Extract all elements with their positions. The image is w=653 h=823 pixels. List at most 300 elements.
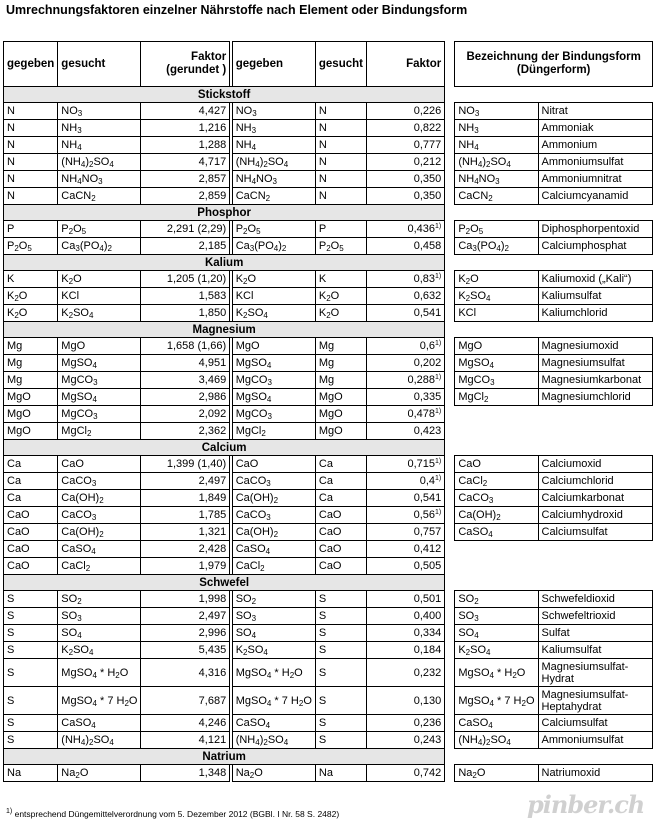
column-gap xyxy=(445,238,455,255)
cell-gesucht: CaCN$_2$ xyxy=(58,188,141,205)
cell-gesucht-reverse: N xyxy=(315,137,366,154)
cell-faktor: 1,288 xyxy=(141,137,230,154)
cell-gegeben: $K_2O$ xyxy=(4,305,58,322)
table-header-row xyxy=(4,42,653,87)
cell-bindungsform: $Ca(OH)_2$ xyxy=(455,507,538,524)
column-gap xyxy=(445,440,455,456)
cell-faktor-reverse: 0,400 xyxy=(366,608,444,625)
table-row xyxy=(4,732,653,749)
table-row xyxy=(4,541,653,558)
cell-bindungsform: $SO_2$ xyxy=(455,591,538,608)
cell-gesucht: $(NH_4)_2SO_4$ xyxy=(58,154,141,171)
section-blank xyxy=(455,749,653,765)
cell-gegeben: MgO xyxy=(4,406,58,423)
cell-bezeichnung: Calciumkarbonat xyxy=(538,490,653,507)
header-faktor-reverse: Faktor xyxy=(366,42,444,87)
cell-gegeben: N xyxy=(4,120,58,137)
table-row xyxy=(4,642,653,659)
cell-gesucht-reverse: $K_2O$ xyxy=(315,305,366,322)
cell-bezeichnung: Schwefeltrioxid xyxy=(538,608,653,625)
column-gap xyxy=(445,103,455,120)
cell-faktor-reverse: 0,541 xyxy=(366,305,444,322)
cell-faktor: 4,951 xyxy=(141,355,230,372)
cell-gesucht-reverse: S xyxy=(315,591,366,608)
table-row xyxy=(4,765,653,782)
cell-gesucht-reverse: Ca xyxy=(315,490,366,507)
cell-gegeben-reverse: CaCO$_3$ xyxy=(232,507,315,524)
column-gap xyxy=(445,338,455,355)
cell-gegeben: S xyxy=(4,608,58,625)
cell-gesucht: $NH_3$ xyxy=(58,120,141,137)
table-row xyxy=(4,338,653,355)
cell-gegeben-reverse: KCl xyxy=(232,288,315,305)
cell-bindungsform: CaSO$_4$ xyxy=(455,524,538,541)
cell-bindungsform xyxy=(455,406,538,423)
cell-bezeichnung: Kaliumchlorid xyxy=(538,305,653,322)
header-faktor-gerundet: Faktor (gerundet ) xyxy=(141,42,230,87)
table-row xyxy=(4,687,653,715)
table-row xyxy=(4,171,653,188)
cell-bindungsform: MgCO$_3$ xyxy=(455,372,538,389)
cell-bindungsform: $K_2O$ xyxy=(455,271,538,288)
cell-bezeichnung: Calciumhydroxid xyxy=(538,507,653,524)
column-gap xyxy=(445,406,455,423)
header-gegeben-reverse: gegeben xyxy=(232,42,315,87)
section-title: Calcium xyxy=(4,440,445,456)
cell-faktor: 1,583 xyxy=(141,288,230,305)
section-row xyxy=(4,440,653,456)
cell-bezeichnung xyxy=(538,423,653,440)
cell-faktor: 2,185 xyxy=(141,238,230,255)
watermark-logo: pinber.ch xyxy=(527,790,645,819)
cell-faktor-reverse: 0,56$^{1)}$ xyxy=(366,507,444,524)
cell-gesucht: $K_2O$ xyxy=(58,271,141,288)
cell-faktor: 2,497 xyxy=(141,473,230,490)
section-row xyxy=(4,575,653,591)
table-row xyxy=(4,271,653,288)
section-blank xyxy=(455,255,653,271)
cell-gegeben-reverse: CaSO$_4$ xyxy=(232,715,315,732)
cell-faktor-reverse: 0,350 xyxy=(366,171,444,188)
cell-faktor: 1,998 xyxy=(141,591,230,608)
cell-gesucht-reverse: CaO xyxy=(315,541,366,558)
cell-gesucht-reverse: S xyxy=(315,715,366,732)
cell-gegeben: Mg xyxy=(4,372,58,389)
cell-gegeben-reverse: $NH_3$ xyxy=(232,120,315,137)
section-title: Stickstoff xyxy=(4,87,445,103)
cell-faktor-reverse: 0,742 xyxy=(366,765,444,782)
cell-faktor: 1,348 xyxy=(141,765,230,782)
cell-bezeichnung xyxy=(538,541,653,558)
cell-bezeichnung: Kaliumsulfat xyxy=(538,288,653,305)
column-gap xyxy=(445,372,455,389)
section-blank xyxy=(455,205,653,221)
column-gap xyxy=(445,608,455,625)
cell-gesucht: $Na_2O$ xyxy=(58,765,141,782)
cell-bezeichnung: Ammonium xyxy=(538,137,653,154)
cell-gesucht: $K_2SO_4$ xyxy=(58,642,141,659)
cell-gegeben-reverse: $Na_2O$ xyxy=(232,765,315,782)
cell-gegeben: $P_2O_5$ xyxy=(4,238,58,255)
cell-gegeben-reverse: CaCl$_2$ xyxy=(232,558,315,575)
cell-gesucht-reverse: S xyxy=(315,659,366,687)
table-row xyxy=(4,659,653,687)
table-row xyxy=(4,372,653,389)
table-row xyxy=(4,406,653,423)
cell-gesucht: CaSO$_4$ xyxy=(58,541,141,558)
cell-faktor: 1,850 xyxy=(141,305,230,322)
cell-faktor-reverse: 0,777 xyxy=(366,137,444,154)
cell-gesucht: $Ca(OH)_2$ xyxy=(58,490,141,507)
cell-bindungsform: $Na_2O$ xyxy=(455,765,538,782)
cell-gegeben: CaO xyxy=(4,507,58,524)
cell-bindungsform: $(NH_4)_2SO_4$ xyxy=(455,732,538,749)
cell-gegeben-reverse: $NO_3$ xyxy=(232,103,315,120)
table-row xyxy=(4,456,653,473)
cell-bezeichnung: Ammoniak xyxy=(538,120,653,137)
cell-bindungsform: KCl xyxy=(455,305,538,322)
cell-gesucht: MgCO$_3$ xyxy=(58,406,141,423)
cell-bezeichnung: Ammoniumnitrat xyxy=(538,171,653,188)
column-gap xyxy=(445,456,455,473)
conversion-table xyxy=(3,41,653,782)
cell-gesucht-reverse: N xyxy=(315,154,366,171)
cell-gegeben-reverse: MgCO$_3$ xyxy=(232,372,315,389)
column-gap xyxy=(445,687,455,715)
cell-gesucht: $SO_4$ xyxy=(58,625,141,642)
table-row xyxy=(4,288,653,305)
column-gap xyxy=(445,305,455,322)
cell-faktor-reverse: 0,501 xyxy=(366,591,444,608)
header-gegeben: gegeben xyxy=(4,42,58,87)
cell-bindungsform: $Ca_3(PO_4)_2$ xyxy=(455,238,538,255)
column-gap xyxy=(445,205,455,221)
cell-gesucht-reverse: $K_2O$ xyxy=(315,288,366,305)
cell-faktor: 2,291 (2,29) xyxy=(141,221,230,238)
cell-bezeichnung: Magnesiumsulfat-Hydrat xyxy=(538,659,653,687)
column-gap xyxy=(445,765,455,782)
section-blank xyxy=(455,440,653,456)
cell-gegeben: Na xyxy=(4,765,58,782)
cell-gesucht: CaO xyxy=(58,456,141,473)
column-gap xyxy=(445,473,455,490)
cell-gesucht-reverse: N xyxy=(315,171,366,188)
column-gap xyxy=(445,288,455,305)
cell-faktor: 1,785 xyxy=(141,507,230,524)
cell-faktor-reverse: 0,202 xyxy=(366,355,444,372)
cell-bindungsform: CaCO$_3$ xyxy=(455,490,538,507)
cell-bezeichnung: Nitrat xyxy=(538,103,653,120)
cell-gesucht-reverse: Mg xyxy=(315,372,366,389)
cell-gegeben: Ca xyxy=(4,456,58,473)
cell-bindungsform xyxy=(455,541,538,558)
cell-gesucht-reverse: K xyxy=(315,271,366,288)
column-gap xyxy=(445,255,455,271)
cell-gesucht: $SO_2$ xyxy=(58,591,141,608)
section-row xyxy=(4,255,653,271)
cell-gesucht-reverse: Mg xyxy=(315,338,366,355)
cell-gesucht: $Ca_3(PO_4)_2$ xyxy=(58,238,141,255)
cell-faktor: 2,986 xyxy=(141,389,230,406)
table-row xyxy=(4,103,653,120)
cell-gegeben-reverse: CaO xyxy=(232,456,315,473)
table-row xyxy=(4,154,653,171)
column-gap xyxy=(445,715,455,732)
cell-bezeichnung: Calciumsulfat xyxy=(538,715,653,732)
cell-gesucht: MgSO$_4$ xyxy=(58,389,141,406)
cell-gegeben: CaO xyxy=(4,524,58,541)
table-row xyxy=(4,188,653,205)
table-row xyxy=(4,715,653,732)
column-gap xyxy=(445,749,455,765)
cell-gegeben: S xyxy=(4,591,58,608)
cell-gesucht-reverse: S xyxy=(315,687,366,715)
cell-gegeben: MgO xyxy=(4,389,58,406)
cell-bindungsform: CaCN$_2$ xyxy=(455,188,538,205)
cell-bindungsform: $NH_4$ xyxy=(455,137,538,154)
cell-bindungsform: $K_2SO_4$ xyxy=(455,642,538,659)
cell-gesucht-reverse: S xyxy=(315,625,366,642)
cell-gesucht-reverse: CaO xyxy=(315,507,366,524)
cell-gegeben: N xyxy=(4,137,58,154)
cell-faktor: 2,857 xyxy=(141,171,230,188)
cell-gegeben: $K_2O$ xyxy=(4,288,58,305)
header-gesucht-reverse: gesucht xyxy=(315,42,366,87)
column-gap xyxy=(445,389,455,406)
header-bezeichnung: Bezeichnung der Bindungsform (Düngerform) xyxy=(455,42,653,87)
cell-faktor-reverse: 0,236 xyxy=(366,715,444,732)
column-gap xyxy=(445,271,455,288)
cell-gegeben-reverse: $Ca_3(PO_4)_2$ xyxy=(232,238,315,255)
cell-faktor: 4,717 xyxy=(141,154,230,171)
cell-faktor: 2,428 xyxy=(141,541,230,558)
cell-bindungsform: $K_2SO_4$ xyxy=(455,288,538,305)
cell-faktor: 4,427 xyxy=(141,103,230,120)
cell-gegeben: P xyxy=(4,221,58,238)
column-gap xyxy=(445,423,455,440)
cell-gesucht-reverse: Mg xyxy=(315,355,366,372)
cell-gesucht-reverse: N xyxy=(315,103,366,120)
cell-faktor-reverse: 0,4$^{1)}$ xyxy=(366,473,444,490)
cell-gesucht: $NO_3$ xyxy=(58,103,141,120)
cell-bindungsform: CaSO$_4$ xyxy=(455,715,538,732)
column-gap xyxy=(445,625,455,642)
cell-gesucht: MgSO$_4$ * 7 $H_2O$ xyxy=(58,687,141,715)
cell-gegeben: Mg xyxy=(4,355,58,372)
cell-gegeben: S xyxy=(4,732,58,749)
table-row xyxy=(4,221,653,238)
cell-gegeben: Ca xyxy=(4,473,58,490)
cell-gesucht-reverse: MgO xyxy=(315,389,366,406)
cell-bezeichnung: Ammoniumsulfat xyxy=(538,154,653,171)
cell-gegeben-reverse: MgSO$_4$ xyxy=(232,355,315,372)
cell-gegeben: MgO xyxy=(4,423,58,440)
cell-gesucht: $NH_4$ xyxy=(58,137,141,154)
cell-gesucht: $Ca(OH)_2$ xyxy=(58,524,141,541)
cell-gegeben-reverse: $SO_2$ xyxy=(232,591,315,608)
cell-gegeben: N xyxy=(4,154,58,171)
cell-gesucht: MgCO$_3$ xyxy=(58,372,141,389)
cell-faktor-reverse: 0,350 xyxy=(366,188,444,205)
footnote-text: $^{1)}$ entsprechend Düngemittelverordnung vom 5. Dezember 2012 (BGBl. I Nr. 58 S. 2482) xyxy=(6,808,340,819)
cell-gegeben: CaO xyxy=(4,541,58,558)
cell-faktor: 5,435 xyxy=(141,642,230,659)
table-row xyxy=(4,558,653,575)
cell-gesucht: CaSO$_4$ xyxy=(58,715,141,732)
cell-gegeben-reverse: CaSO$_4$ xyxy=(232,541,315,558)
cell-faktor-reverse: 0,632 xyxy=(366,288,444,305)
section-blank xyxy=(455,575,653,591)
cell-gesucht-reverse: MgO xyxy=(315,406,366,423)
cell-bindungsform: MgO xyxy=(455,338,538,355)
cell-bindungsform: $NH_4NO_3$ xyxy=(455,171,538,188)
cell-faktor: 1,658 (1,66) xyxy=(141,338,230,355)
cell-faktor-reverse: 0,458 xyxy=(366,238,444,255)
cell-bindungsform: MgSO$_4$ xyxy=(455,355,538,372)
cell-bezeichnung: Natriumoxid xyxy=(538,765,653,782)
section-title: Schwefel xyxy=(4,575,445,591)
cell-faktor: 1,979 xyxy=(141,558,230,575)
cell-gegeben-reverse: MgCl$_2$ xyxy=(232,423,315,440)
cell-faktor-reverse: 0,226 xyxy=(366,103,444,120)
cell-gegeben-reverse: $(NH_4)_2SO_4$ xyxy=(232,732,315,749)
section-blank xyxy=(455,322,653,338)
cell-faktor-reverse: 0,288$^{1)}$ xyxy=(366,372,444,389)
column-gap xyxy=(445,171,455,188)
cell-gesucht: $SO_3$ xyxy=(58,608,141,625)
cell-gegeben: S xyxy=(4,659,58,687)
cell-faktor-reverse: 0,436$^{1)}$ xyxy=(366,221,444,238)
cell-bezeichnung: Calciumcyanamid xyxy=(538,188,653,205)
cell-faktor: 7,687 xyxy=(141,687,230,715)
column-gap xyxy=(445,137,455,154)
table-row xyxy=(4,591,653,608)
cell-gesucht-reverse: Na xyxy=(315,765,366,782)
cell-bezeichnung: Calciumchlorid xyxy=(538,473,653,490)
cell-bezeichnung: Magnesiumsulfat-Heptahydrat xyxy=(538,687,653,715)
column-gap xyxy=(445,322,455,338)
cell-faktor-reverse: 0,334 xyxy=(366,625,444,642)
cell-faktor-reverse: 0,232 xyxy=(366,659,444,687)
cell-faktor: 3,469 xyxy=(141,372,230,389)
cell-gesucht: MgSO$_4$ xyxy=(58,355,141,372)
cell-gegeben: Mg xyxy=(4,338,58,355)
cell-gegeben: S xyxy=(4,687,58,715)
column-gap xyxy=(445,490,455,507)
table-row xyxy=(4,137,653,154)
cell-gesucht: $(NH_4)_2SO_4$ xyxy=(58,732,141,749)
cell-bindungsform: MgSO$_4$ * $H_2O$ xyxy=(455,659,538,687)
cell-bezeichnung: Schwefeldioxid xyxy=(538,591,653,608)
table-row xyxy=(4,507,653,524)
cell-gesucht-reverse: P xyxy=(315,221,366,238)
cell-bezeichnung: Sulfat xyxy=(538,625,653,642)
cell-gesucht: $NH_4NO_3$ xyxy=(58,171,141,188)
column-gap xyxy=(445,188,455,205)
section-blank xyxy=(455,87,653,103)
table-row xyxy=(4,625,653,642)
cell-gesucht: CaCl$_2$ xyxy=(58,558,141,575)
cell-bezeichnung xyxy=(538,558,653,575)
cell-gegeben: N xyxy=(4,188,58,205)
cell-gesucht: $P_2O_5$ xyxy=(58,221,141,238)
table-row xyxy=(4,473,653,490)
cell-gesucht: CaCO$_3$ xyxy=(58,507,141,524)
table-row xyxy=(4,608,653,625)
cell-gegeben-reverse: MgCO$_3$ xyxy=(232,406,315,423)
footnote xyxy=(6,809,339,819)
cell-bezeichnung: Kaliumoxid („Kali“) xyxy=(538,271,653,288)
cell-gegeben: N xyxy=(4,171,58,188)
column-gap xyxy=(445,591,455,608)
page-title: Umrechnungsfaktoren einzelner Nährstoffe nach Element oder Bindungsform xyxy=(6,3,468,17)
cell-faktor: 1,849 xyxy=(141,490,230,507)
cell-gesucht: $K_2SO_4$ xyxy=(58,305,141,322)
cell-gegeben-reverse: CaCN$_2$ xyxy=(232,188,315,205)
cell-faktor: 2,497 xyxy=(141,608,230,625)
section-row xyxy=(4,749,653,765)
section-title: Kalium xyxy=(4,255,445,271)
column-gap xyxy=(445,221,455,238)
cell-faktor: 4,246 xyxy=(141,715,230,732)
cell-gesucht-reverse: S xyxy=(315,732,366,749)
cell-gesucht-reverse: S xyxy=(315,642,366,659)
table-row xyxy=(4,423,653,440)
cell-faktor: 1,321 xyxy=(141,524,230,541)
cell-gegeben-reverse: MgSO$_4$ xyxy=(232,389,315,406)
header-gesucht: gesucht xyxy=(58,42,141,87)
cell-gesucht-reverse: N xyxy=(315,188,366,205)
cell-faktor-reverse: 0,335 xyxy=(366,389,444,406)
cell-gesucht-reverse: N xyxy=(315,120,366,137)
cell-gesucht-reverse: MgO xyxy=(315,423,366,440)
cell-faktor: 2,092 xyxy=(141,406,230,423)
column-gap xyxy=(445,541,455,558)
section-title: Phosphor xyxy=(4,205,445,221)
cell-faktor: 2,996 xyxy=(141,625,230,642)
cell-bindungsform: $SO_4$ xyxy=(455,625,538,642)
column-gap xyxy=(445,659,455,687)
cell-bindungsform: MgSO$_4$ * 7 $H_2O$ xyxy=(455,687,538,715)
table-row xyxy=(4,305,653,322)
cell-bindungsform: $P_2O_5$ xyxy=(455,221,538,238)
table-row xyxy=(4,490,653,507)
cell-bezeichnung: Magnesiumkarbonat xyxy=(538,372,653,389)
cell-gegeben-reverse: $P_2O_5$ xyxy=(232,221,315,238)
cell-bezeichnung: Magnesiumchlorid xyxy=(538,389,653,406)
cell-gegeben-reverse: $Ca(OH)_2$ xyxy=(232,490,315,507)
cell-gegeben: K xyxy=(4,271,58,288)
column-gap xyxy=(445,154,455,171)
cell-bezeichnung: Kaliumsulfat xyxy=(538,642,653,659)
cell-gegeben-reverse: $NH_4NO_3$ xyxy=(232,171,315,188)
cell-bezeichnung: Calciumsulfat xyxy=(538,524,653,541)
column-gap xyxy=(445,558,455,575)
cell-gegeben-reverse: MgSO$_4$ * $H_2O$ xyxy=(232,659,315,687)
cell-gesucht-reverse: CaO xyxy=(315,524,366,541)
cell-gegeben-reverse: $K_2O$ xyxy=(232,271,315,288)
cell-faktor-reverse: 0,130 xyxy=(366,687,444,715)
cell-faktor: 4,316 xyxy=(141,659,230,687)
cell-gegeben: S xyxy=(4,642,58,659)
cell-gesucht-reverse: S xyxy=(315,608,366,625)
cell-faktor-reverse: 0,715$^{1)}$ xyxy=(366,456,444,473)
cell-faktor-reverse: 0,83$^{1)}$ xyxy=(366,271,444,288)
cell-gegeben-reverse: MgSO$_4$ * 7 $H_2O$ xyxy=(232,687,315,715)
section-title: Natrium xyxy=(4,749,445,765)
cell-gesucht: CaCO$_3$ xyxy=(58,473,141,490)
cell-gegeben-reverse: $Ca(OH)_2$ xyxy=(232,524,315,541)
